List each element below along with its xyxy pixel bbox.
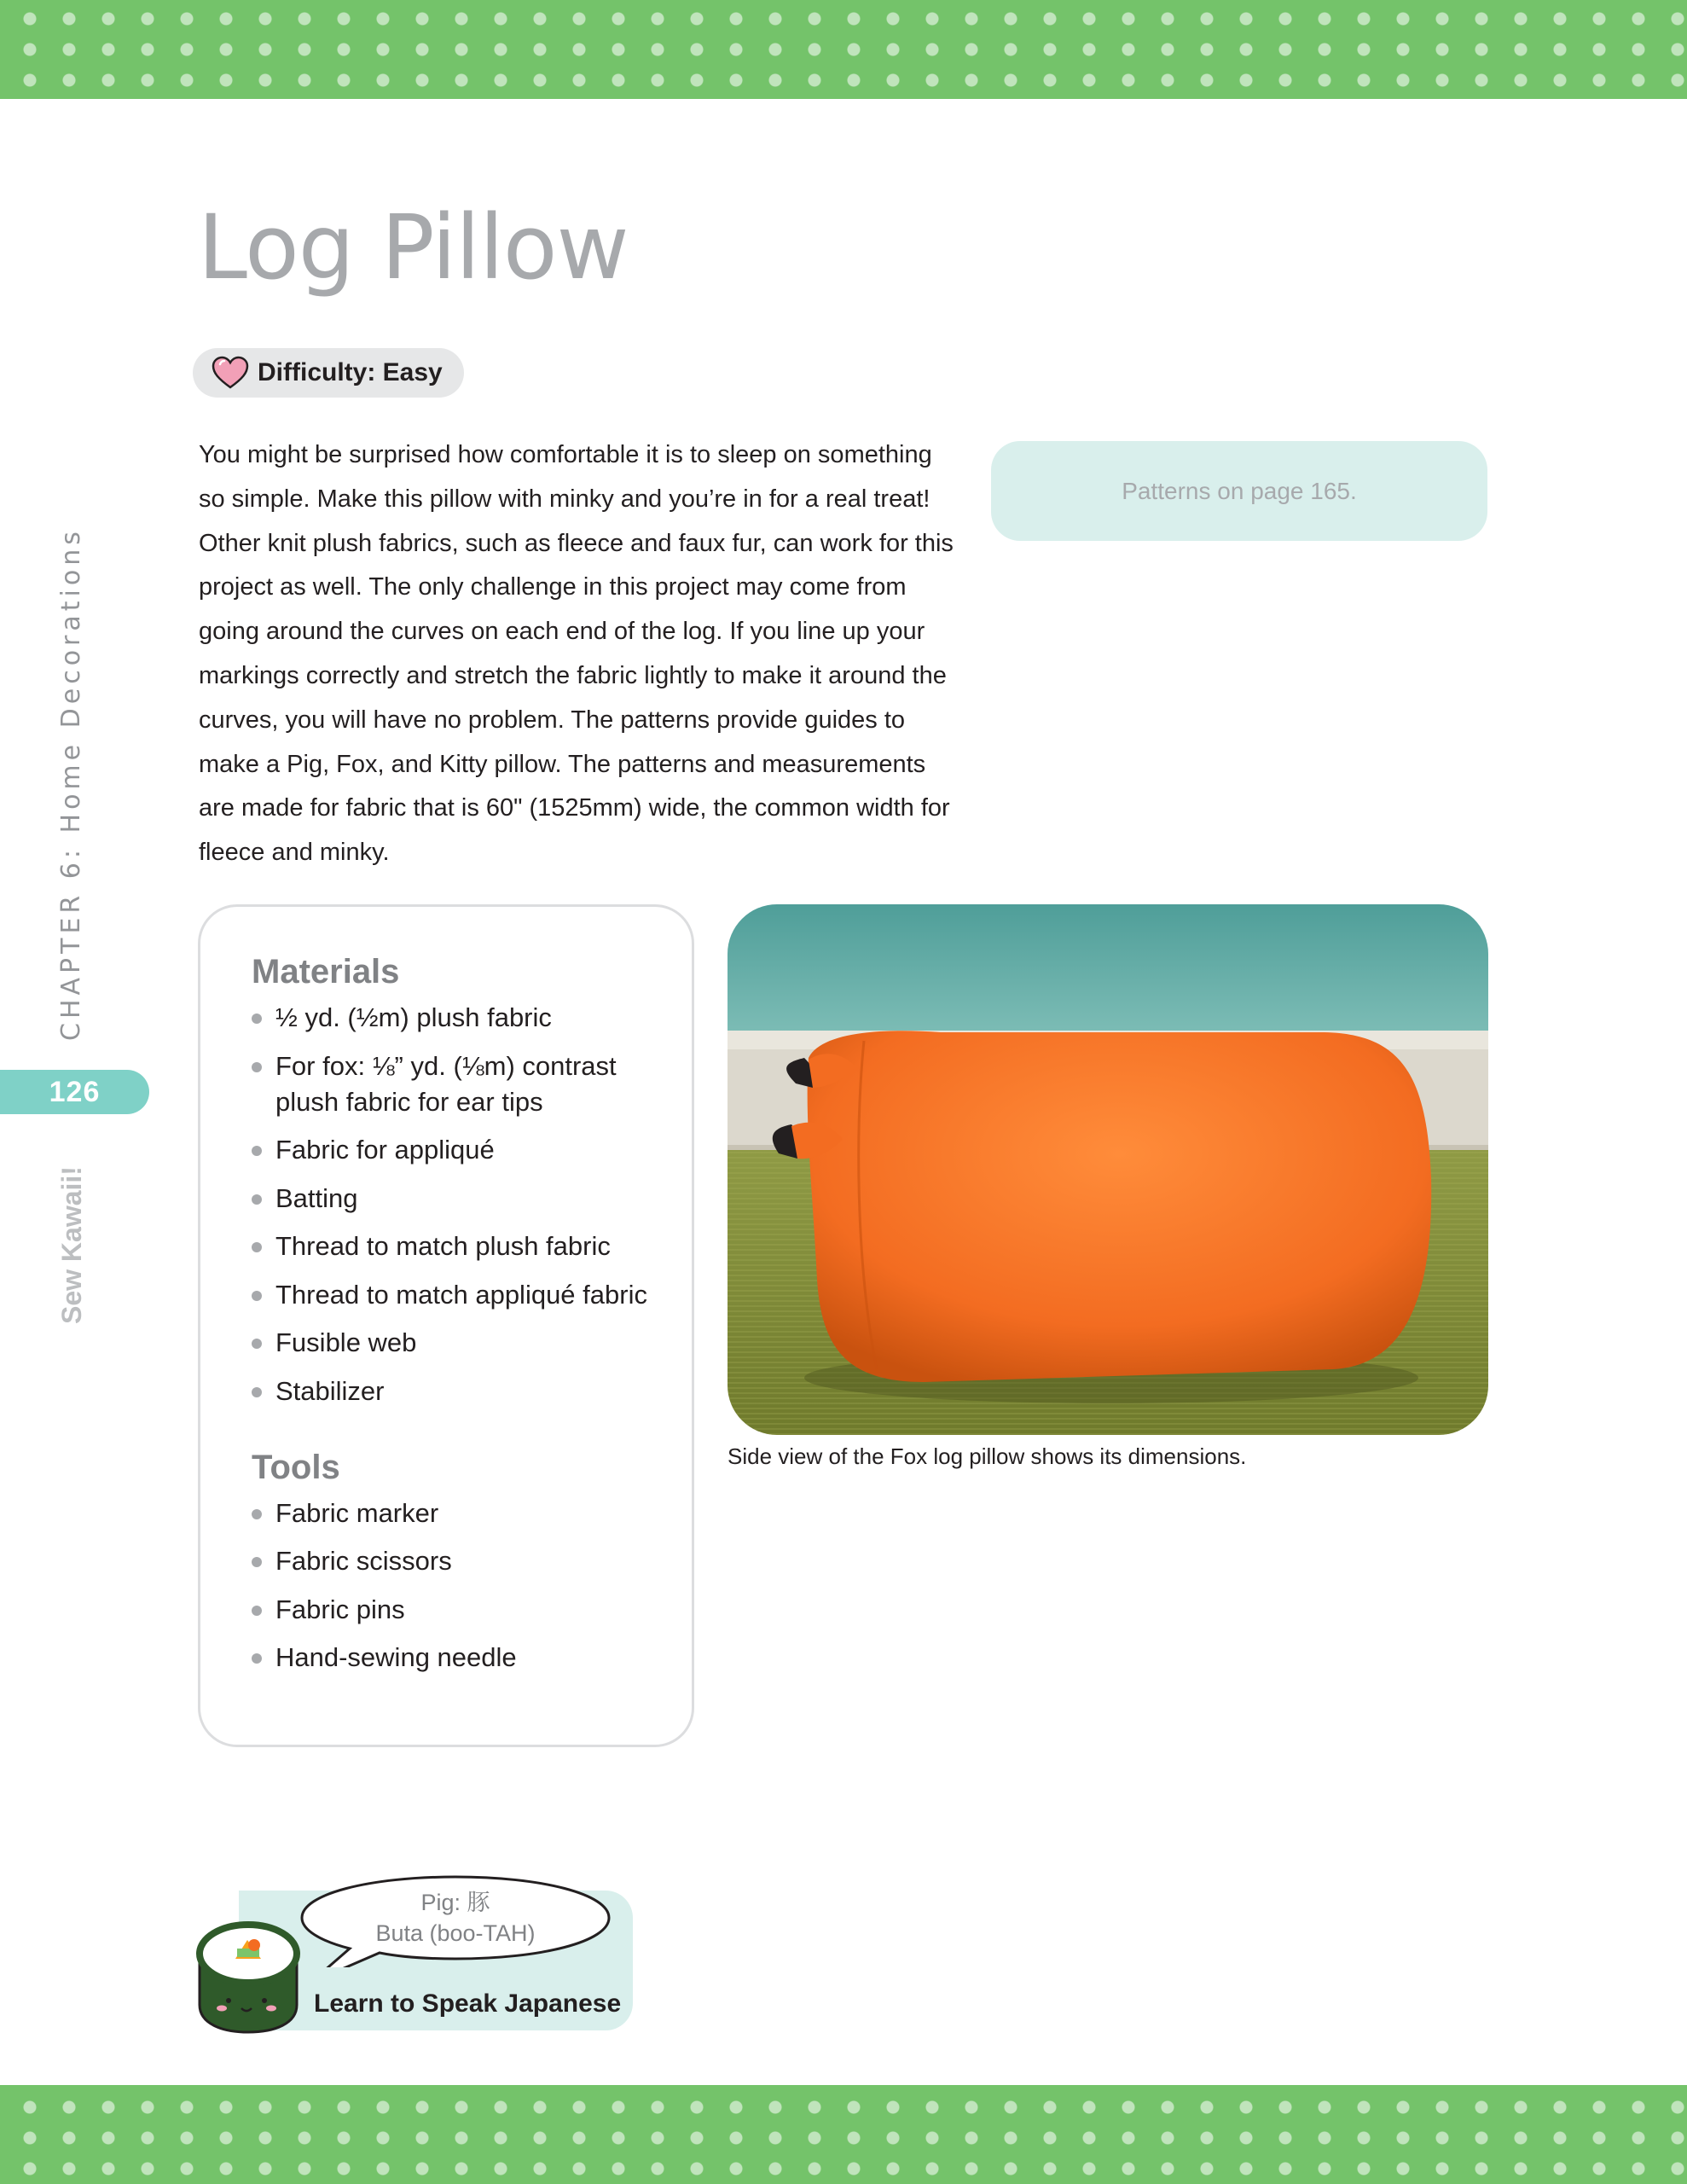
list-item: Fabric pins xyxy=(252,1592,666,1628)
bullet-dot xyxy=(252,1653,262,1664)
materials-heading: Materials xyxy=(252,953,400,990)
tools-heading: Tools xyxy=(252,1448,340,1486)
patterns-note: Patterns on page 165. xyxy=(1122,477,1357,504)
top-dot-band xyxy=(0,0,1687,99)
list-item: Stabilizer xyxy=(252,1374,666,1409)
sushi-mascot-icon xyxy=(194,1920,302,2036)
bullet-dot xyxy=(252,1146,262,1156)
page-number: 126 xyxy=(49,1075,101,1108)
bullet-dot xyxy=(252,1557,262,1567)
list-item: Fabric marker xyxy=(252,1496,666,1531)
list-item: Fusible web xyxy=(252,1325,666,1361)
bullet-dot xyxy=(252,1509,262,1519)
bullet-dot xyxy=(252,1014,262,1024)
bullet-dot xyxy=(252,1606,262,1616)
chapter-side-label: CHAPTER 6: Home Decorations xyxy=(56,527,86,1041)
list-item: Batting xyxy=(252,1181,666,1217)
materials-list xyxy=(252,1000,666,1409)
fox-pillow-photo xyxy=(728,904,1488,1435)
japanese-tip-label: Learn to Speak Japanese xyxy=(314,1989,622,2018)
bullet-dot xyxy=(252,1291,262,1301)
bullet-dot xyxy=(252,1242,262,1252)
bullet-dot xyxy=(252,1194,262,1205)
patterns-note-box xyxy=(991,441,1487,541)
heart-icon xyxy=(212,356,249,390)
list-item: Thread to match appliqué fabric xyxy=(252,1277,666,1313)
difficulty-badge xyxy=(193,348,464,398)
difficulty-label: Difficulty: Easy xyxy=(258,358,443,386)
japanese-word-line: Pig: 豚 xyxy=(420,1890,490,1915)
list-item: For fox: ⅛” yd. (⅛m) contrast plush fabric for ear tips xyxy=(252,1048,666,1120)
japanese-reading-line: Buta (boo-TAH) xyxy=(375,1920,536,1946)
intro-paragraph: You might be surprised how comfortable it is to sleep on something so simple. Make this pillow with minky and you’re in for a real treat! Other knit plush fabrics, such as fleece and faux fur, can work for this project as well. The only challenge in this project may come from going around the curves on each end of the log. If you line up your markings correctly and stretch the fabric lightly to make it around the curves, you will have no problem. The patterns provide guides to make a Pig, Fox, and Kitty pillow. The patterns and measurements are made for fabric that is 60" (1525mm) wide, the common width for fleece and minky. xyxy=(199,441,954,867)
list-item: Thread to match plush fabric xyxy=(252,1228,666,1264)
bullet-dot xyxy=(252,1387,262,1397)
japanese-word xyxy=(299,1887,612,1949)
list-item: Hand-sewing needle xyxy=(252,1640,666,1676)
list-item: Fabric for appliqué xyxy=(252,1132,666,1168)
list-item: ½ yd. (½m) plush fabric xyxy=(252,1000,666,1036)
page-number-tab xyxy=(0,1070,149,1114)
bottom-dot-band xyxy=(0,2085,1687,2184)
tools-list xyxy=(252,1496,666,1676)
page-title: Log Pillow xyxy=(198,195,629,299)
bullet-dot xyxy=(252,1339,262,1349)
photo-caption: Side view of the Fox log pillow shows its dimensions. xyxy=(728,1443,1247,1469)
bullet-dot xyxy=(252,1062,262,1072)
materials-tools-box xyxy=(198,904,694,1747)
book-side-label: Sew Kawaii! xyxy=(56,1166,87,1324)
list-item: Fabric scissors xyxy=(252,1543,666,1579)
